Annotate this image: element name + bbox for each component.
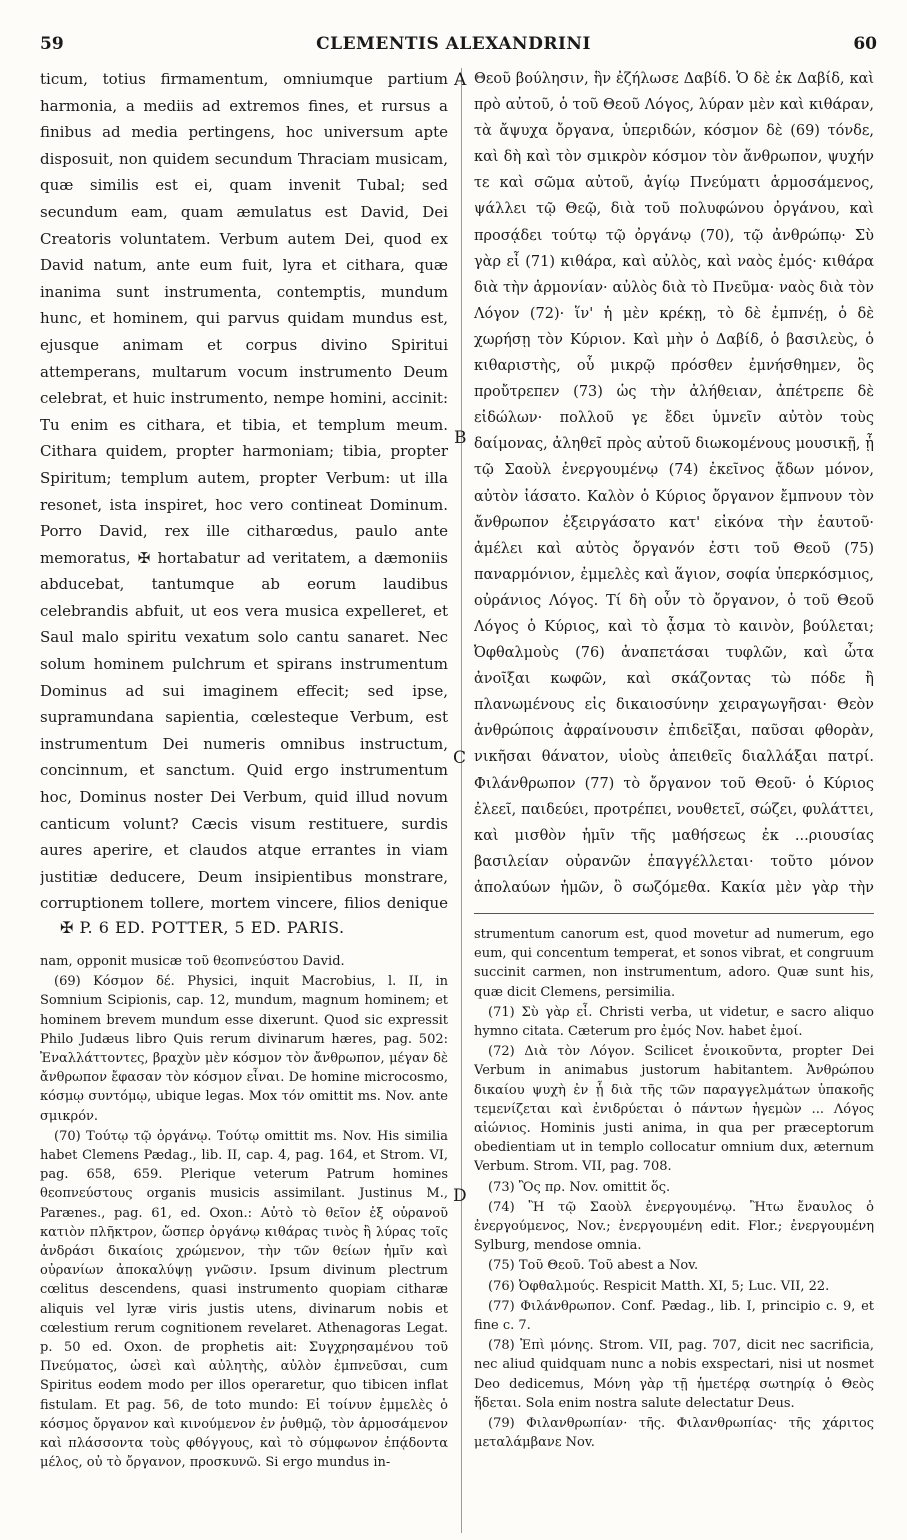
footnote-rule	[474, 913, 874, 914]
page-number-right: 60	[853, 34, 877, 54]
footnote: (79) Φιλανθρωπίαν· τῆς. Φιλανθρωπίας· τῆς χάριτος μεταλάμβανε Nov.	[474, 1416, 874, 1451]
margin-letter-b: B	[454, 428, 467, 448]
potter-edition-line: ✠ P. 6 ED. POTTER, 5 ED. PARIS.	[60, 918, 345, 937]
footnote: (76) Ὀφθαλμούς. Respicit Matth. XI, 5; Luc. VII, 22.	[488, 1278, 830, 1294]
footnote: (72) Διὰ τὸν Λόγον. Scilicet ἐνοικοῦντα, propter Dei Verbum in animabus justorum habitantem. Ἀνθρώπου δικαίου ψυχὴ ἐν ᾗ διὰ τῆς τῶν παραγγελμάτων ὑπακοῆς τεμενίζεται καὶ ἐνιδρύεται ὁ πάντων ἡγεμὼν ... Λόγος αἰώνιος. Hominis justi anima, in qua per præceptorum obedientiam ut in templo collocatur omnium dux, æternum Verbum. Strom. VII, pag. 708.	[474, 1044, 874, 1175]
margin-letter-d: D	[453, 1186, 467, 1206]
greek-main-text	[474, 66, 874, 902]
page-header	[0, 0, 907, 60]
footnote: (71) Σὺ γὰρ εἶ. Christi verba, ut videtur, e sacro aliquo hymno citata. Cæterum pro ἐμός Nov. habet ἐμοί.	[474, 1004, 874, 1040]
page-number-left: 59	[40, 34, 64, 54]
footnote: (70) Τούτῳ τῷ ὀργάνῳ. Τούτῳ omittit ms. Nov. His similia habet Clemens Pædag., lib. II, cap. 4, pag. 164, et Strom. VI, pag. 658, 659. Plerique veterum Patrum homines θεοπνεύστους organis musicis assimilant. Justinus M., Parænes., pag. 61, ed. Oxon.: Αὐτὸ τὸ θεῖον ἐξ οὐρανοῦ κατιὸν πλῆκτρον, ὥσπερ ὀργάνῳ κιθάρας τινὸς ἢ λύρας τοῖς ἀνδράσι δικαίοις χρώμενον, τὴν τῶν θείων ἡμῖν καὶ οὐρανίων ἀποκαλύψῃ γνῶσιν. Ipsum divinum plectrum cœlitus descendens, quasi instrumento quopiam citharæ aliquis vel lyræ viris justis utens, divinarum nobis et cœlestium rerum cognitionem revelaret. Athenagoras Legat. p. 50 ed. Oxon. de prophetis ait: Συγχρησαμένου τοῦ Πνεύματος, ὡσεὶ καὶ αὐλητὴς, αὐλὸν ἐμπνεῦσαι, cum Spiritus eodem modo per illos operaretur, quo tibicen inflat fistulam. Et pag. 56, de toto mundo: Εἰ τοίνυν ἐμμελὲς ὁ κόσμος ὄργανον καὶ κινούμενον ἐν ῥυθμῷ, τὸν ἁρμοσάμενον καὶ πλάσσοντα τοὺς φθόγγους, καὶ τὸ σύμφωνον ἐπᾴδοντα μέλος, οὐ τὸ ὄργανον, προσκυνῶ. Si ergo mundus in-	[40, 1128, 448, 1471]
margin-letter-a: A	[454, 70, 467, 90]
footnote: (69) Κόσμον δέ. Physici, inquit Macrobius, l. II, in Somnium Scipionis, cap. 12, mundum, magnum hominem; et hominem brevem mundum esse dixerunt. Quod sic expressit Philo Judæus libro Quis rerum divinarum hæres, pag. 502: Ἐναλλάττοντες, βραχὺν μὲν κόσμον τὸν ἄνθρωπον, μέγαν δὲ ἄνθρωπον ἔφασαν τὸν κόσμον εἶναι. De homine microcosmo, κόσμῳ συντόμῳ, ubique legas. Mox τόν omittit ms. Nov. ante σμικρόν.	[40, 974, 448, 1124]
margin-letter-c: C	[453, 748, 467, 768]
greek-paragraph: Θεοῦ βούλησιν, ἣν ἐζήλωσε Δαβίδ. Ὁ δὲ ἐκ Δαβίδ, καὶ πρὸ αὐτοῦ, ὁ τοῦ Θεοῦ Λόγος, λύραν μὲν καὶ κιθάραν, τὰ ἄψυχα ὄργανα, ὑπεριδών, κόσμον δὲ (69) τόνδε, καὶ δὴ καὶ τὸν σμικρὸν κόσμον τὸν ἄνθρωπον, ψυχήν τε καὶ σῶμα αὐτοῦ, ἁγίῳ Πνεύματι ἁρμοσάμενος, ψάλλει τῷ Θεῷ, διὰ τοῦ πολυφώνου ὀργάνου, καὶ προσᾴδει τούτῳ τῷ ὀργάνῳ (70), τῷ ἀνθρώπῳ· Σὺ γὰρ εἶ (71) κιθάρα, καὶ αὐλὸς, καὶ ναὸς ἐμός· κιθάρα διὰ τὴν ἁρμονίαν· αὐλὸς διὰ τὸ Πνεῦμα· ναὸς διὰ τὸν Λόγον (72)· ἵν' ἡ μὲν κρέκῃ, τὸ δὲ ἐμπνέῃ, ὁ δὲ χωρήσῃ τὸν Κύριον. Καὶ μὴν ὁ Δαβίδ, ὁ βασιλεὺς, ὁ κιθαριστὴς, οὗ μικρῷ πρόσθεν ἐμνήσθημεν, ὃς προὔτρεπεν (73) ὡς τὴν ἀλήθειαν, ἀπέτρεπε δὲ εἰδώλων· πολλοῦ γε ἔδει ὑμνεῖν αὐτὸν τοὺς δαίμονας, ἀληθεῖ πρὸς αὐτοῦ διωκομένους μουσικῇ, ᾗ τῷ Σαοὺλ ἐνεργουμένῳ (74) ἐκεῖνος ᾄδων μόνον, αὐτὸν ἰάσατο. Καλὸν ὁ Κύριος ὄργανον ἔμπνουν τὸν ἄνθρωπον ἐξειργάσατο κατ' εἰκόνα τὴν ἑαυτοῦ· ἀμέλει καὶ αὐτὸς ὄργανόν ἐστι τοῦ Θεοῦ (75) παναρμόνιον, ἐμμελὲς καὶ ἅγιον, σοφία ὑπερκόσμιος, οὐράνιος Λόγος. Τί δὴ οὖν τὸ ὄργανον, ὁ τοῦ Θεοῦ Λόγος ὁ Κύριος, καὶ τὸ ᾆσμα τὸ καινὸν, βούλεται; Ὀφθαλμοὺς (76) ἀναπετάσαι τυφλῶν, καὶ ὦτα ἀνοῖξαι κωφῶν, καὶ σκάζοντας τὼ πόδε ἢ πλανωμένους εἰς δικαιοσύνην χειραγωγῆσαι· Θεὸν ἀνθρώποις ἀφραίνουσιν ἐπιδεῖξαι, παῦσαι φθορὰν, νικῆσαι θάνατον, υἱοὺς ἀπειθεῖς διαλλάξαι πατρί. Φιλάνθρωπον (77) τὸ ὄργανον τοῦ Θεοῦ· ὁ Κύριος ἐλεεῖ, παιδεύει, προτρέπει, νουθετεῖ, σώζει, φυλάττει, καὶ μισθὸν ἡμῖν τῆς μαθήσεως ἐκ ...ριουσίας βασιλείαν οὐρανῶν ἐπαγγέλλεται· τοῦτο μόνον ἀπολαύων ἡμῶν, ὃ σωζόμεθα. Κακία μὲν γὰρ τὴν	[474, 71, 874, 896]
footnote: nam, opponit musicæ τοῦ θεοπνεύστου David.	[40, 954, 345, 969]
footnote: (73) Ὃς πρ. Nov. omittit ὅς.	[488, 1179, 671, 1195]
footnote: strumentum canorum est, quod movetur ad numerum, ego eum, qui concentum temperat, et sonos vibrat, et congruum succinit carmen, non instrumentum, adoro. Quæ sunt his, quæ dicit Clemens, persimilia.	[474, 927, 874, 1000]
column-divider	[461, 68, 462, 1533]
footnote: (75) Τοῦ Θεοῦ. Τοῦ abest a Nov.	[488, 1258, 699, 1274]
footnotes-right	[474, 925, 874, 1535]
footnotes-left	[40, 952, 448, 1532]
footnote: (77) Φιλάνθρωπον. Conf. Pædag., lib. I, principio c. 9, et fine c. 7.	[474, 1298, 874, 1334]
footnote: (78) Ἐπὶ μόνης. Strom. VII, pag. 707, dicit nec sacrificia, nec aliud quidquam nunc a nobis exspectari, nisi ut nosmet Deo dedicemus, Μόνη γὰρ τῇ ἡμετέρᾳ σωτηρίᾳ ὁ Θεὸς ἥδεται. Sola enim nostra salute delectatur Deus.	[474, 1338, 874, 1411]
latin-main-text	[40, 66, 448, 918]
running-title: CLEMENTIS ALEXANDRINI	[316, 34, 591, 54]
latin-paragraph: ticum, totius firmamentum, omniumque partium harmonia, a mediis ad extremos fines, et rursus a finibus ad media pertingens, hoc universum apte disposuit, non quidem secundum Thraciam musicam, quæ similis est ei, quam invenit Tubal; sed secundum eam, quam æmulatus est David, Dei Creatoris voluntatem. Verbum autem Dei, quod ex David natum, ante eum fuit, lyra et cithara, quæ inanima sunt instrumenta, contemptis, mundum hunc, et hominem, qui parvus quidam mundus est, ejusque animam et corpus divino Spiritui attemperans, multarum vocum instrumento Deum celebrat, et huic instrumento, nempe homini, accinit: Tu enim es cithara, et tibia, et templum meum. Cithara quidem, propter harmoniam; tibia, propter Spiritum; templum autem, propter Verbum: ut illa resonet, ista inspiret, hoc vero contineat Dominum. Porro David, rex ille citharœdus, paulo ante memoratus, ✠ hortabatur ad veritatem, a dæmoniis abducebat, tantumque ab eorum laudibus celebrandis abfuit, ut eos vera musica expelleret, et Saul malo spiritu vexatum solo cantu sanaret. Nec solum hominem pulchrum et spirans instrumentum Dominus ad sui imaginem effecit; sed ipse, supramundana sapientia, cœlesteque Verbum, est instrumentum Dei numeris omnibus instructum, concinnum, et sanctum. Quid ergo instrumentum hoc, Dominus noster Dei Verbum, quid illud novum canticum volunt? Cæcis visum restituere, surdis aures aperire, et claudos atque errantes in viam justitiæ deducere, Deum insipientibus monstrare, corruptionem tollere, mortem vincere, filios denique	[40, 70, 448, 913]
footnote: (74) Ἢ τῷ Σαοὺλ ἐνεργουμένῳ. Ἢτω ἔναυλος ὁ ἐνεργούμενος, Nov.; ἐνεργουμένη edit. Flor.; ἐνεργουμένη Sylburg, mendose omnia.	[474, 1199, 874, 1254]
